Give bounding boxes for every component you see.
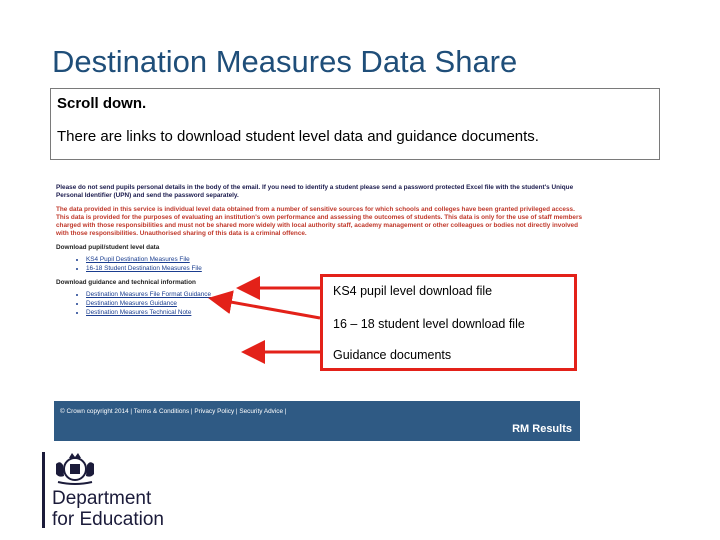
callout-box: [320, 274, 577, 371]
data-sharing-warning: The data provided in this service is individual level data obtained from a number of sensitive sources for which schools and colleges have been granted privileged access. This data is provided for the purposes of evaluating an institution's own performance and assessing the outcomes of students. This data is only for the use of staff members charged with those responsibilities and must not be shared more widely with local authority staff, academy management or other colleagues or bodies not directly involved with those responsibilities. Unauthorised sharing of this data is a criminal offence.: [56, 206, 582, 237]
instruction-box: [50, 88, 660, 160]
logo-text-line1: Department: [52, 488, 152, 509]
guidance-header: Download guidance and technical information: [56, 279, 196, 286]
instruction-line-1: Scroll down.: [57, 95, 147, 112]
file-format-guidance-link[interactable]: • Destination Measures File Format Guidance: [86, 290, 586, 299]
measures-guidance-link[interactable]: • Destination Measures Guidance: [86, 299, 586, 308]
footer-links[interactable]: © Crown copyright 2014 | Terms & Conditions | Privacy Policy | Security Advice |: [60, 408, 287, 415]
dfe-logo: [42, 450, 182, 530]
callout-ks4-label: KS4 pupil level download file: [333, 284, 493, 298]
download-data-header: Download pupil/student level data: [56, 244, 160, 251]
rm-results-logo: RM Results: [512, 423, 572, 435]
download-links-list: [56, 255, 586, 273]
technical-note-link[interactable]: • Destination Measures Technical Note: [86, 308, 586, 317]
logo-bar: [42, 452, 45, 528]
callout-guidance-label: Guidance documents: [333, 348, 452, 362]
ks4-download-link[interactable]: • KS4 Pupil Destination Measures File: [86, 255, 586, 264]
privacy-note: Please do not send pupils personal details in the body of the email. If you need to identify a student please send a password protected Excel file with the student's Unique Personal Identifier (UPN) and send the password separately.: [56, 184, 574, 199]
embedded-footer: [54, 401, 580, 441]
16-18-download-link[interactable]: • 16-18 Student Destination Measures File: [86, 264, 586, 273]
callout-16-18-label: 16 – 18 student level download file: [333, 317, 525, 331]
logo-text-line2: for Education: [52, 509, 164, 530]
slide-title: Destination Measures Data Share: [52, 44, 518, 79]
instruction-line-2: There are links to download student level data and guidance documents.: [57, 128, 539, 145]
royal-crest-icon: [52, 450, 98, 486]
